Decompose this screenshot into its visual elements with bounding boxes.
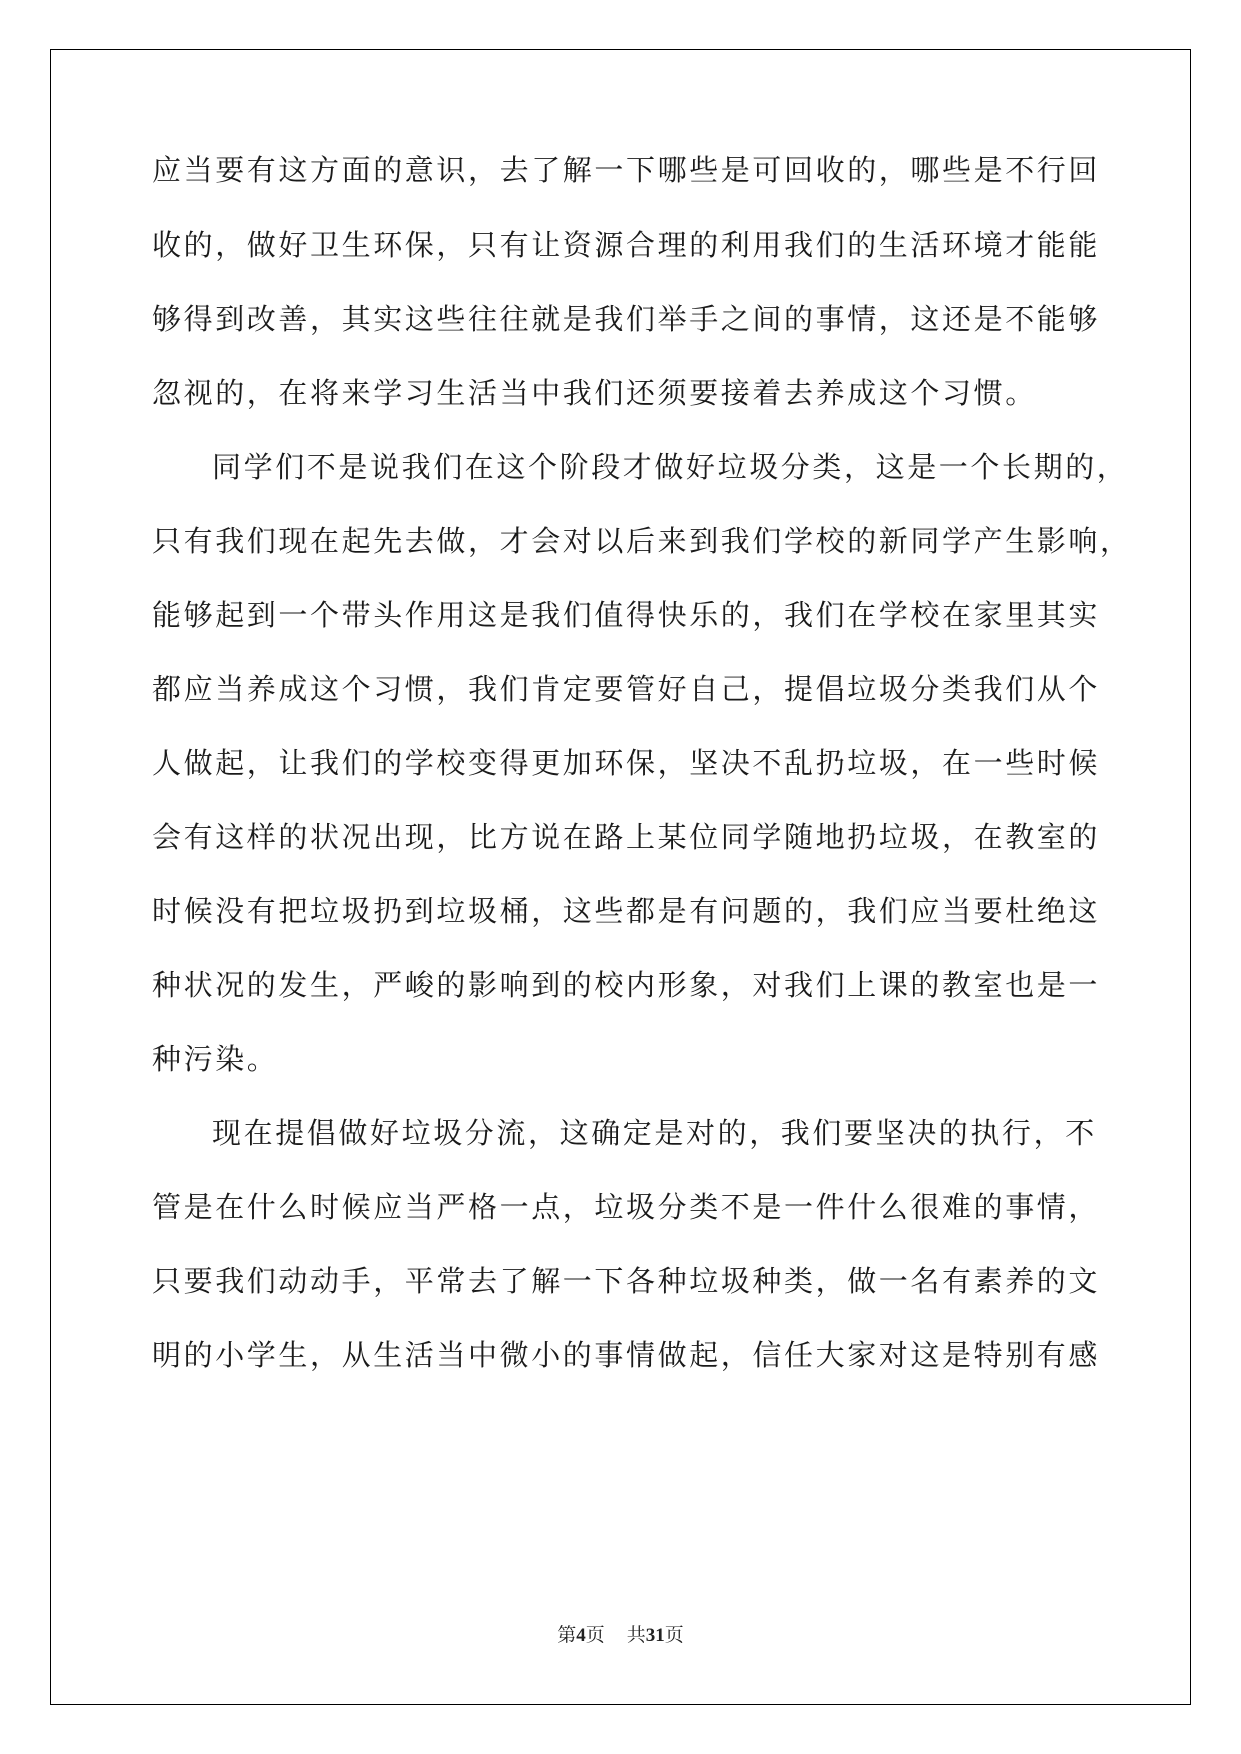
text-line: 明的小学生，从生活当中微小的事情做起，信任大家对这是特别有感: [152, 1338, 1101, 1372]
text-line: 都应当养成这个习惯，我们肯定要管好自己，提倡垃圾分类我们从个: [152, 672, 1101, 706]
page-border: [50, 49, 1191, 1705]
page-number-current: 4: [576, 1625, 586, 1646]
text-line: 人做起，让我们的学校变得更加环保，坚决不乱扔垃圾，在一些时候: [152, 746, 1101, 780]
text-line: 只要我们动动手，平常去了解一下各种垃圾种类，做一名有素养的文: [152, 1264, 1101, 1298]
paragraph-first-line: 现在提倡做好垃圾分流，这确定是对的，我们要坚决的执行，不: [212, 1116, 1097, 1150]
text-line: 种污染。: [152, 1042, 279, 1076]
text-line: 时候没有把垃圾扔到垃圾桶，这些都是有问题的，我们应当要杜绝这: [152, 894, 1101, 928]
text-line: 应当要有这方面的意识，去了解一下哪些是可回收的，哪些是不行回: [152, 153, 1101, 187]
text-line: 忽视的，在将来学习生活当中我们还须要接着去养成这个习惯。: [152, 376, 1037, 410]
page-number-prefix: 第: [557, 1625, 577, 1646]
page-footer: [0, 1620, 1241, 1647]
text-line: 会有这样的状况出现，比方说在路上某位同学随地扔垃圾，在教室的: [152, 820, 1101, 854]
text-line: 能够起到一个带头作用这是我们值得快乐的，我们在学校在家里其实: [152, 598, 1101, 632]
page-total-prefix: 共: [626, 1625, 646, 1646]
text-line: 收的，做好卫生环保，只有让资源合理的利用我们的生活环境才能能: [152, 228, 1101, 262]
text-line: 够得到改善，其实这些往往就是我们举手之间的事情，这还是不能够: [152, 302, 1101, 336]
text-line: 管是在什么时候应当严格一点，垃圾分类不是一件什么很难的事情，: [152, 1190, 1101, 1224]
page-number-suffix: 页: [585, 1625, 605, 1646]
page-total-suffix: 页: [664, 1625, 684, 1646]
text-line: 只有我们现在起先去做，才会对以后来到我们学校的新同学产生影响，: [152, 524, 1132, 558]
text-line: 种状况的发生，严峻的影响到的校内形象，对我们上课的教室也是一: [152, 968, 1101, 1002]
page-number-total: 31: [645, 1625, 665, 1646]
paragraph-first-line: 同学们不是说我们在这个阶段才做好垃圾分类，这是一个长期的，: [212, 450, 1129, 484]
